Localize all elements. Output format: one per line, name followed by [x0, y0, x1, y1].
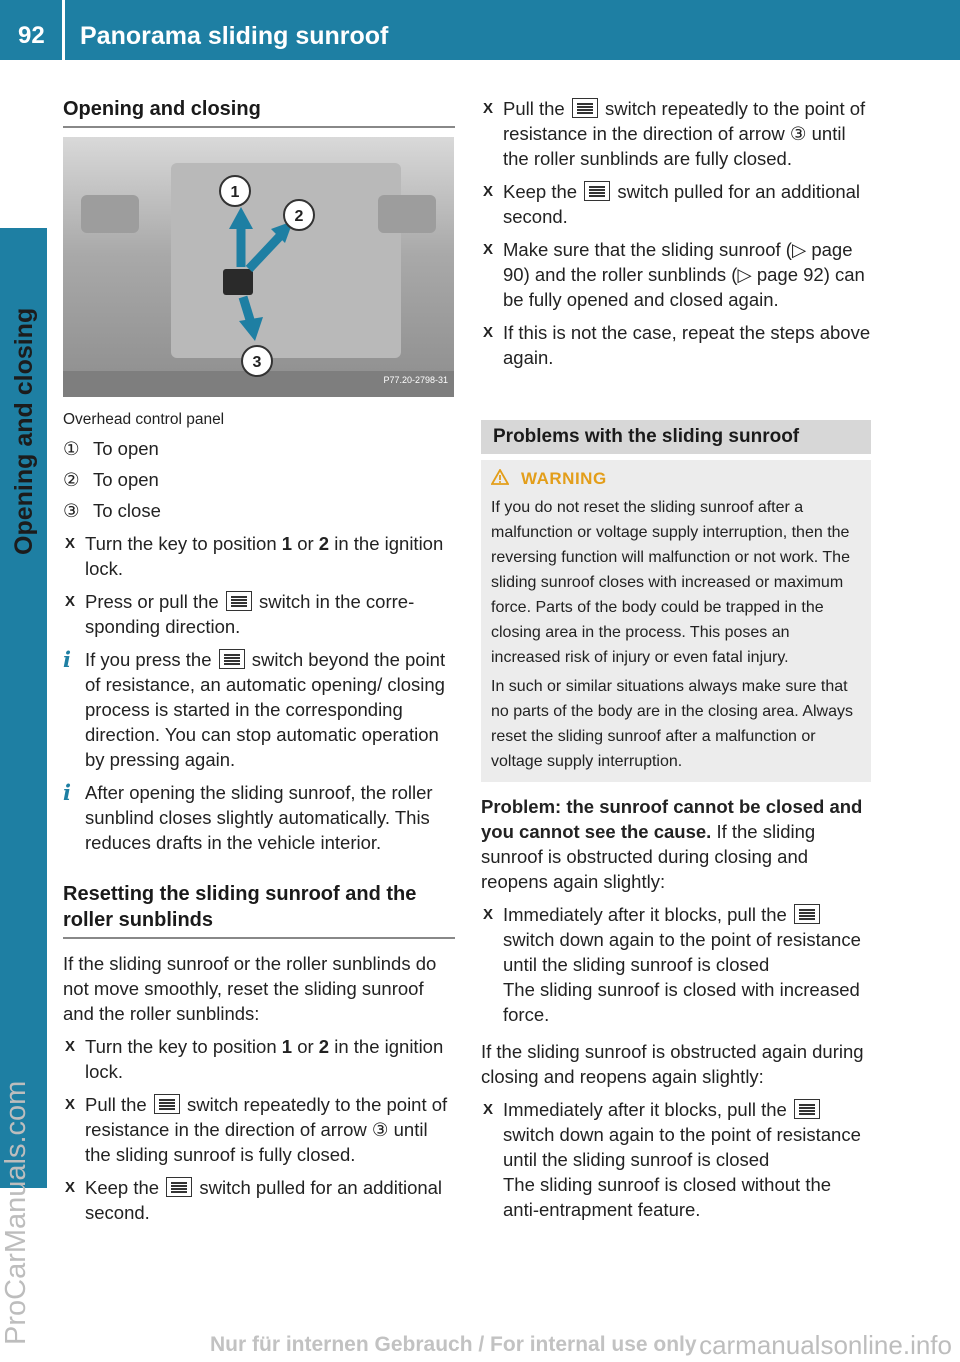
- left-column: [63, 96, 455, 1225]
- step-marker-icon: X: [483, 100, 494, 117]
- arrow-head-1: [229, 207, 253, 229]
- arrow-head-3: [239, 317, 263, 341]
- warning-header: WARNING: [491, 466, 861, 491]
- page-title: Panorama sliding sunroof: [80, 22, 389, 50]
- step-marker-icon: X: [483, 1101, 494, 1118]
- sunroof-switch-icon: [572, 98, 598, 118]
- step-marker-icon: X: [65, 1096, 76, 1113]
- reset-intro: If the sliding sunroof or the roller sunblinds do not move smoothly, reset the sliding sunroof and the roller sunblinds:: [63, 953, 437, 1024]
- step-press-switch: X Press or pull the switch in the corresponding direction.: [65, 591, 415, 637]
- step-result: The sliding sunroof is closed without the anti-entrapment feature.: [503, 1174, 832, 1220]
- step-marker-icon: X: [65, 593, 76, 610]
- side-labels: [0, 0, 47, 1362]
- right-column: [481, 96, 871, 1222]
- callout-2: 2: [294, 208, 304, 225]
- sunroof-switch-icon: [794, 1099, 820, 1119]
- reset-step-turn-key: X Turn the key to position 1 or 2 in the ignition lock.: [65, 1036, 444, 1082]
- info-icon: i: [63, 780, 71, 805]
- footer-internal-use: Nur für internen Gebrauch / For internal use only: [210, 1333, 697, 1356]
- step-turn-key: X Turn the key to position 1 or 2 in the ignition lock.: [65, 533, 444, 579]
- callout-1: 1: [230, 184, 240, 201]
- side-watermark: ProCarManuals.com: [0, 1080, 32, 1345]
- problem-description: Problem: the sunroof cannot be closed and you cannot see the cause. If the sliding sunroof is obstructed during closing and reopens again slightly:: [481, 796, 863, 892]
- heading-rule: [63, 937, 455, 939]
- heading-resetting: Resetting the sliding sunroof and the roller sunblinds: [63, 883, 417, 931]
- problem-again: If the sliding sunroof is obstructed again during closing and reopens again slightly:: [481, 1041, 864, 1087]
- info-icon: i: [63, 647, 71, 672]
- arrow-open-2: [249, 235, 281, 269]
- step-marker-icon: X: [65, 1179, 76, 1196]
- figure-caption: Overhead control panel: [63, 411, 225, 428]
- step-result: The sliding sunroof is closed with increased force.: [503, 979, 860, 1025]
- sunroof-switch-icon: [226, 591, 252, 611]
- info-note-automatic: i If you press the switch beyond the point of resistance, an automatic opening/ closing process is started in the corresponding direction. You can stop automatic operation by pressing again.: [63, 647, 446, 770]
- sunroof-switch-icon: [154, 1094, 180, 1114]
- blind-step-pull: X Pull the switch repeatedly to the point of resistance in the direction of arrow ③ until the roller sunblinds are fully closed.: [483, 98, 866, 169]
- section-bar-problems: Problems with the sliding sunroof: [481, 420, 871, 454]
- sunroof-switch-icon: [166, 1177, 192, 1197]
- warning-triangle-icon: [491, 468, 509, 484]
- callout-arrows: [63, 137, 454, 397]
- heading-opening-closing: Opening and closing: [63, 98, 261, 120]
- figure-code: P77.20-2798-31: [383, 375, 448, 385]
- page-header: [0, 0, 960, 60]
- section-label: Opening and closing: [10, 307, 38, 555]
- arrow-close-3: [243, 297, 251, 323]
- step-marker-icon: X: [483, 241, 494, 258]
- problem-step-2: X Immediately after it blocks, pull the switch down again to the point of resistance until the sliding sunroof is closed The sliding sunroof is closed without the anti-entrapment feature.: [481, 1097, 871, 1222]
- sunroof-switch-icon: [794, 904, 820, 924]
- reset-step-pull: X Pull the switch repeatedly to the point of resistance in the direction of arrow ③ until the sliding sunroof is fully closed.: [65, 1094, 448, 1165]
- sunroof-switch-icon: [584, 181, 610, 201]
- sunroof-switch-icon: [219, 649, 245, 669]
- blind-step-keep: X Keep the switch pulled for an additional second.: [483, 181, 861, 227]
- footer-site-watermark: carmanualsonline.info: [699, 1330, 952, 1360]
- warning-text: In such or similar situations always make sure that no parts of the body are in the closing area. Always reset the sliding sunroof after a malfunction or voltage supply interruption.: [491, 678, 853, 770]
- problem-step-1: X Immediately after it blocks, pull the switch down again to the point of resistance until the sliding sunroof is closed The sliding sunroof is closed with increased force.: [481, 902, 871, 1027]
- warning-text: If you do not reset the sliding sunroof after a malfunction or voltage supply interruption, then the reversing function will malfunction or not work. The sliding sunroof closes with increased or maximum force. Parts of the body could be trapped in the closing area in the process. This poses an increased risk of injury or even fatal injury.: [491, 499, 850, 666]
- legend-item: ① To open: [63, 438, 159, 459]
- overhead-panel-photo: [63, 137, 454, 397]
- step-marker-icon: X: [483, 324, 494, 341]
- sunroof-switch-icon: [223, 269, 253, 295]
- warning-box: [481, 460, 871, 782]
- heading-rule: [63, 126, 455, 128]
- blind-step-repeat: X If this is not the case, repeat the steps above again.: [483, 322, 871, 368]
- step-marker-icon: X: [65, 535, 76, 552]
- legend-item: ② To open: [63, 469, 159, 490]
- legend-item: ③ To close: [63, 500, 161, 521]
- page-number: 92: [18, 22, 45, 49]
- step-marker-icon: X: [65, 1038, 76, 1055]
- info-note-sunblind: i After opening the sliding sunroof, the roller sunblind closes slightly automatically. This reduces drafts in the vehicle interior.: [63, 780, 433, 853]
- blind-step-check: X Make sure that the sliding sunroof (▷ page 90) and the roller sunblinds (▷ page 92) can be fully opened and closed again.: [483, 239, 865, 310]
- step-marker-icon: X: [483, 183, 494, 200]
- figure-legend: [63, 436, 455, 523]
- callout-3: 3: [252, 354, 262, 371]
- step-marker-icon: X: [483, 906, 494, 923]
- header-divider: [62, 0, 65, 60]
- reset-step-keep: X Keep the switch pulled for an additional second.: [65, 1177, 443, 1223]
